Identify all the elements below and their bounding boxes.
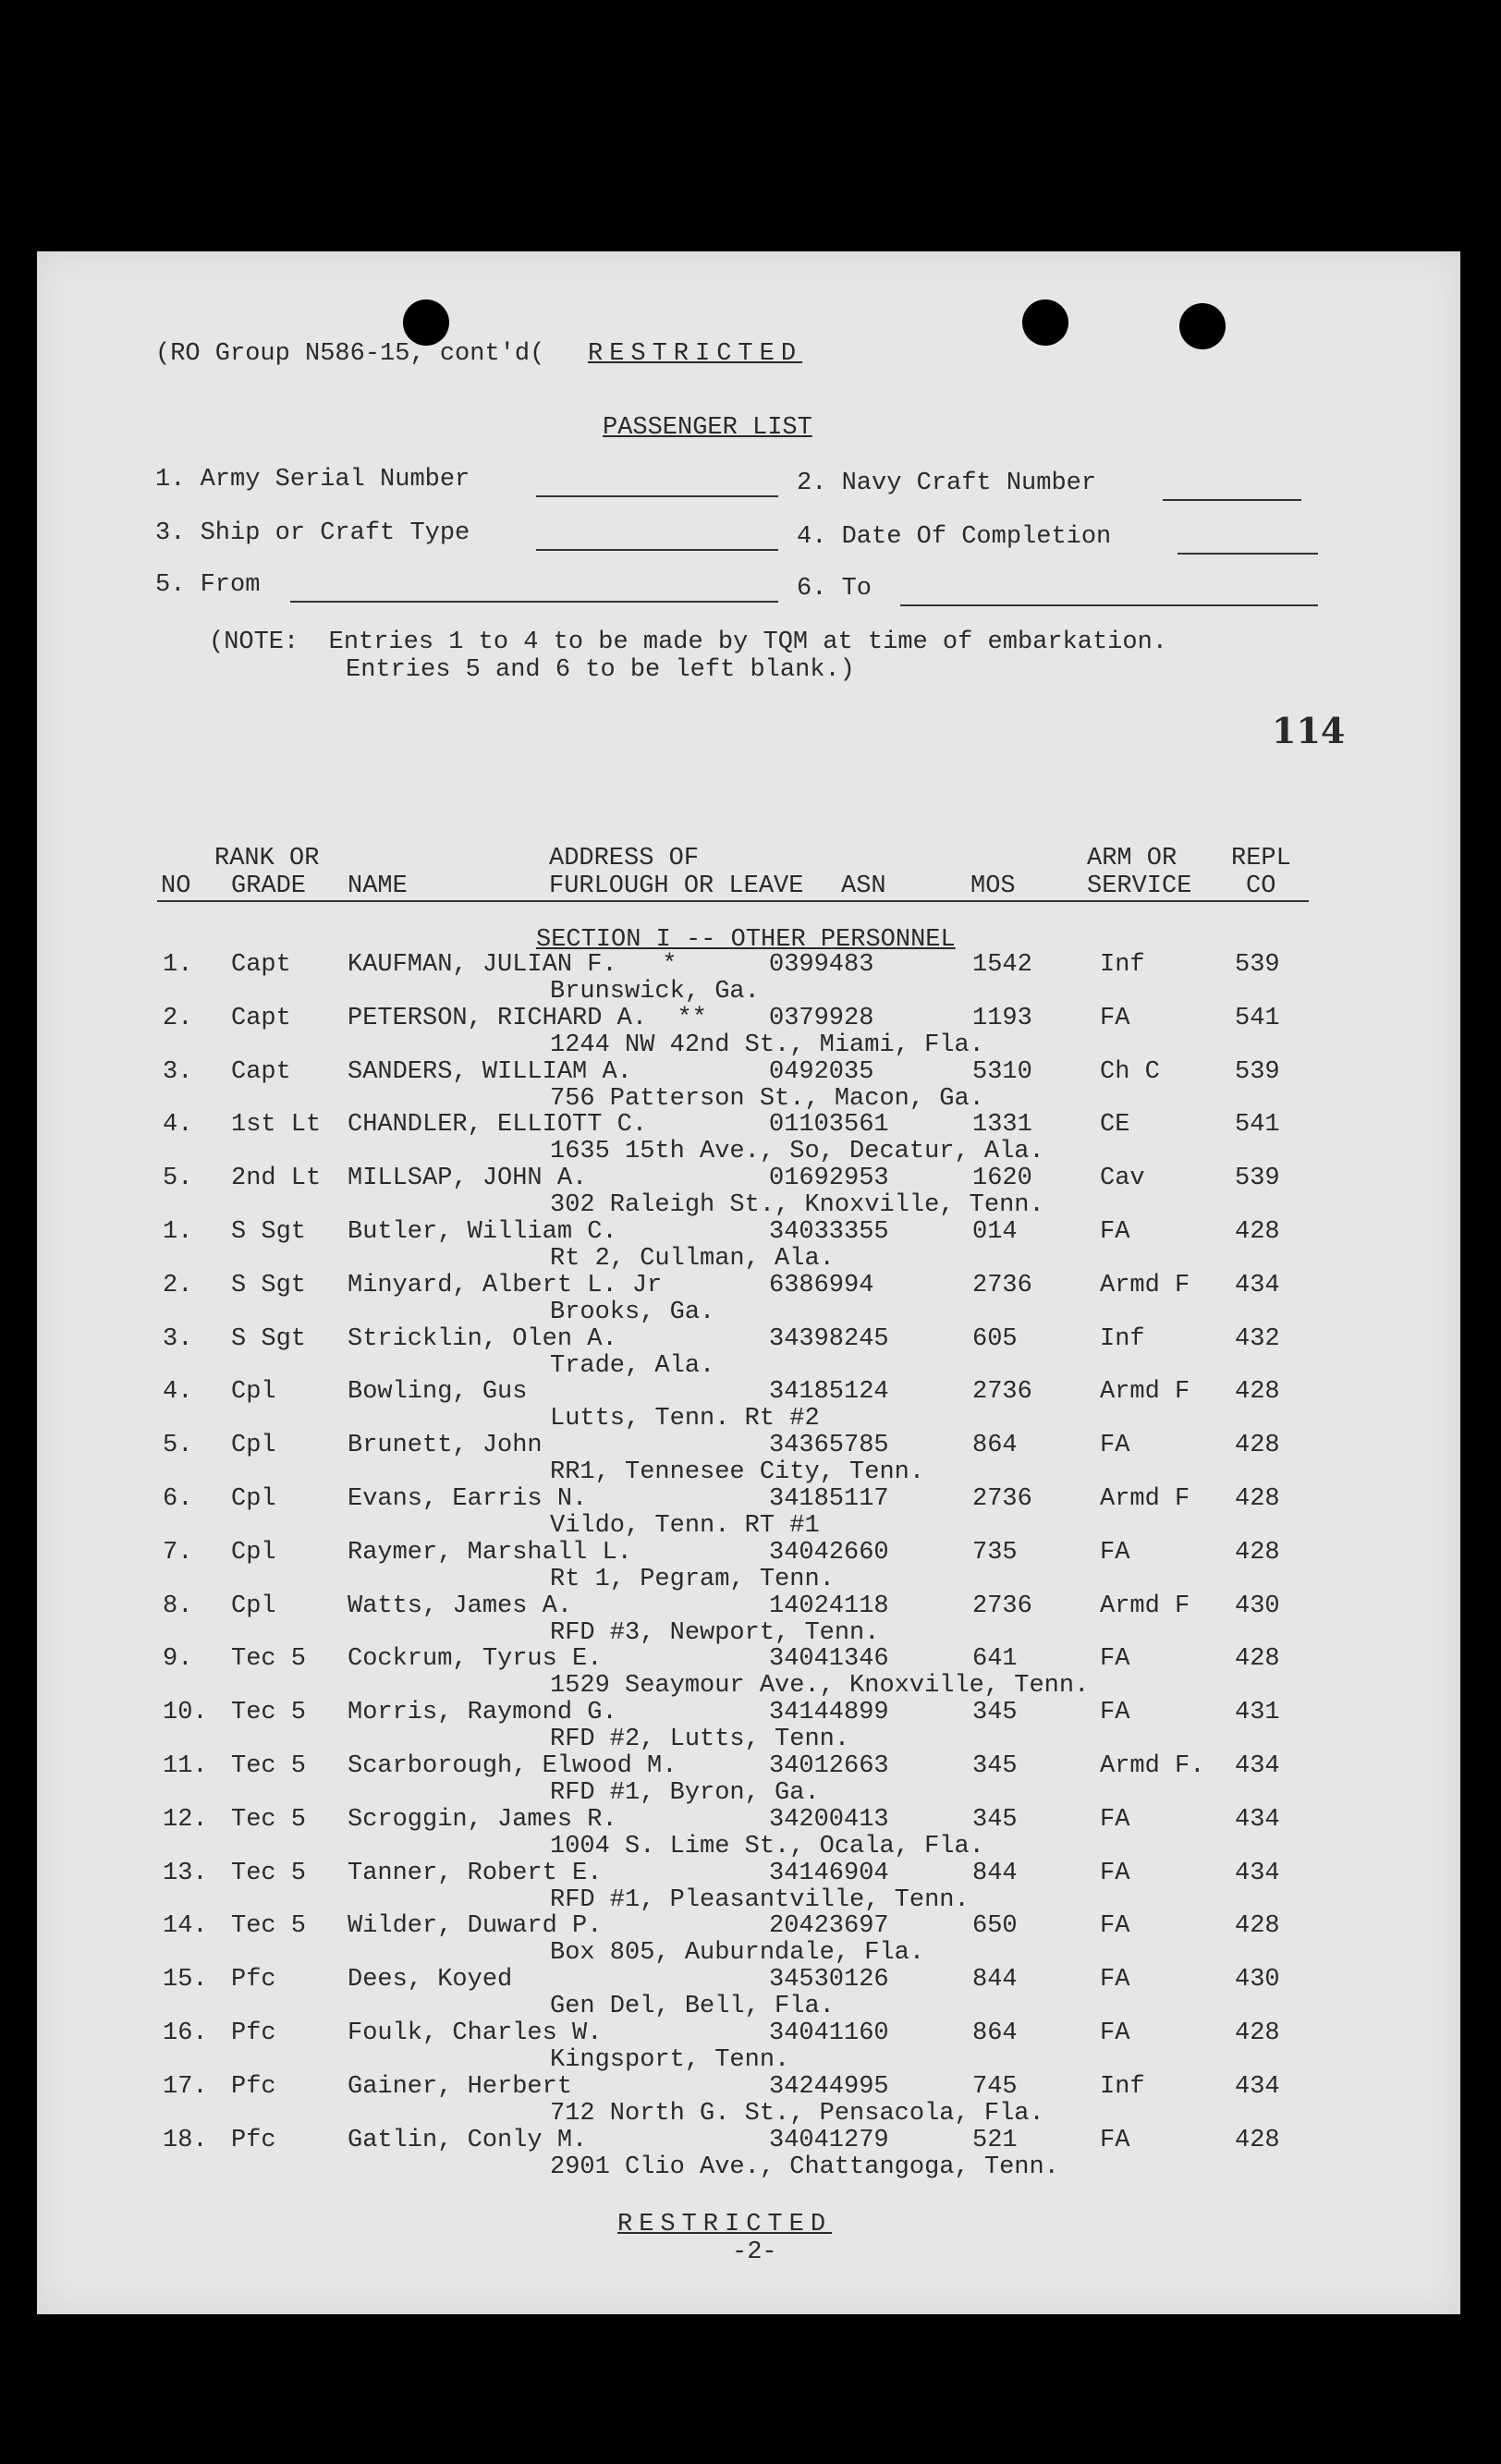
row-mos: 2736	[972, 1378, 1032, 1407]
row-number: 5.	[163, 1432, 193, 1460]
row-address: 1244 NW 42nd St., Miami, Fla.	[550, 1031, 984, 1059]
row-address: Rt 1, Pegram, Tenn.	[550, 1565, 835, 1593]
row-mos: 844	[972, 1859, 1018, 1887]
table-row	[37, 1326, 1460, 1380]
row-number: 14.	[163, 1912, 208, 1941]
row-name: MILLSAP, JOHN A.	[348, 1165, 588, 1193]
row-repl: 430	[1235, 1592, 1280, 1620]
row-grade: Tec 5	[231, 1912, 307, 1941]
page-number: 114	[1272, 710, 1346, 751]
row-mos: 745	[972, 2072, 1018, 2101]
row-name: Tanner, Robert E.	[348, 1859, 603, 1887]
table-row	[37, 2020, 1460, 2074]
row-mos: 1331	[972, 1111, 1032, 1140]
row-name: Cockrum, Tyrus E.	[348, 1645, 603, 1674]
row-grade: Cpl	[231, 1432, 276, 1460]
row-repl: 428	[1235, 1378, 1280, 1407]
row-asn: 34033355	[769, 1218, 889, 1246]
field-label-army-serial: 1. Army Serial Number	[155, 466, 470, 494]
table-row	[37, 1753, 1460, 1807]
row-asn: 34244995	[769, 2072, 889, 2101]
row-address: RFD #1, Pleasantville, Tenn.	[550, 1885, 970, 1914]
row-arm: FA	[1100, 1432, 1130, 1460]
table-row	[37, 2074, 1460, 2128]
row-number: 3.	[163, 1324, 193, 1353]
row-name: PETERSON, RICHARD A. **	[348, 1004, 707, 1032]
col-mos: MOS	[970, 872, 1016, 900]
table-row	[37, 1860, 1460, 1914]
row-mos: 345	[972, 1752, 1018, 1780]
row-grade: Pfc	[231, 2019, 276, 2047]
row-number: 1.	[163, 1218, 193, 1246]
field-label-to: 6. To	[797, 575, 873, 603]
row-repl: 434	[1235, 1271, 1280, 1299]
row-number: 3.	[163, 1057, 193, 1086]
row-address: 756 Patterson St., Macon, Ga.	[550, 1084, 984, 1113]
row-arm: Inf	[1100, 2072, 1145, 2101]
row-mos: 864	[972, 1432, 1018, 1460]
personnel-list	[37, 251, 1460, 2314]
row-grade: Capt	[231, 1004, 291, 1032]
row-asn: 34365785	[769, 1432, 889, 1460]
note-line-2: Entries 5 and 6 to be left blank.)	[346, 656, 855, 684]
col-name: NAME	[348, 872, 408, 900]
row-repl: 539	[1235, 1165, 1280, 1193]
table-row	[37, 1646, 1460, 1700]
row-address: RFD #1, Byron, Ga.	[550, 1779, 820, 1807]
doc-title: PASSENGER LIST	[603, 414, 812, 442]
row-name: Butler, William C.	[348, 1218, 617, 1246]
row-asn: 34041279	[769, 2126, 889, 2154]
row-mos: 1542	[972, 951, 1032, 979]
col-rank-1: RANK OR	[214, 845, 320, 872]
row-asn: 0379928	[769, 1004, 874, 1032]
row-asn: 34146904	[769, 1859, 889, 1887]
row-number: 5.	[163, 1165, 193, 1193]
row-grade: Tec 5	[231, 1805, 307, 1834]
document-page	[37, 251, 1460, 2314]
row-address: Kingsport, Tenn.	[550, 2046, 790, 2074]
row-arm: Inf	[1100, 1324, 1145, 1353]
row-number: 18.	[163, 2126, 208, 2154]
restricted-top: RESTRICTED	[588, 340, 803, 368]
col-addr-1: ADDRESS OF	[549, 845, 700, 872]
row-asn: 01692953	[769, 1165, 889, 1193]
table-row	[37, 1807, 1460, 1860]
col-repl-1: REPL	[1231, 845, 1291, 872]
row-asn: 0492035	[769, 1057, 874, 1086]
row-repl: 434	[1235, 1859, 1280, 1887]
row-repl: 428	[1235, 1218, 1280, 1246]
row-mos: 2736	[972, 1485, 1032, 1513]
row-name: Gatlin, Conly M.	[348, 2126, 588, 2154]
row-grade: 1st Lt	[231, 1111, 322, 1140]
row-grade: Pfc	[231, 2072, 276, 2101]
row-arm: FA	[1100, 1004, 1130, 1032]
row-grade: Tec 5	[231, 1859, 307, 1887]
row-name: Dees, Koyed	[348, 1966, 513, 1994]
row-arm: Armd F	[1100, 1271, 1190, 1299]
row-arm: FA	[1100, 2019, 1130, 2047]
row-asn: 34042660	[769, 1538, 889, 1567]
row-repl: 541	[1235, 1004, 1280, 1032]
row-number: 17.	[163, 2072, 208, 2101]
col-no: NO	[161, 872, 191, 900]
table-row	[37, 1006, 1460, 1059]
table-row	[37, 1700, 1460, 1753]
row-number: 15.	[163, 1966, 208, 1994]
row-grade: S Sgt	[231, 1324, 307, 1353]
note-line-1: (NOTE: Entries 1 to 4 to be made by TQM at time of embarkation.	[209, 628, 1167, 656]
row-asn: 0399483	[769, 951, 874, 979]
row-number: 6.	[163, 1485, 193, 1513]
row-name: SANDERS, WILLIAM A.	[348, 1057, 632, 1086]
row-grade: Tec 5	[231, 1699, 307, 1727]
table-row	[37, 1059, 1460, 1113]
row-number: 9.	[163, 1645, 193, 1674]
table-row	[37, 1913, 1460, 1967]
row-asn: 14024118	[769, 1592, 889, 1620]
row-repl: 428	[1235, 1645, 1280, 1674]
row-name: Evans, Earris N.	[348, 1485, 588, 1513]
row-arm: Armd F	[1100, 1378, 1190, 1407]
row-address: Brunswick, Ga.	[550, 978, 760, 1006]
table-row	[37, 1273, 1460, 1326]
row-asn: 20423697	[769, 1912, 889, 1941]
row-name: Stricklin, Olen A.	[348, 1324, 617, 1353]
row-number: 7.	[163, 1538, 193, 1567]
row-repl: 541	[1235, 1111, 1280, 1140]
row-asn: 34012663	[769, 1752, 889, 1780]
row-arm: Inf	[1100, 951, 1145, 979]
row-arm: Ch C	[1100, 1057, 1160, 1086]
row-asn: 34041160	[769, 2019, 889, 2047]
row-address: Rt 2, Cullman, Ala.	[550, 1245, 835, 1273]
row-mos: 345	[972, 1699, 1018, 1727]
row-grade: Tec 5	[231, 1752, 307, 1780]
row-name: Raymer, Marshall L.	[348, 1538, 632, 1567]
table-row	[37, 1593, 1460, 1647]
field-label-ship-type: 3. Ship or Craft Type	[155, 519, 470, 547]
row-address: RR1, Tennesee City, Tenn.	[550, 1458, 925, 1487]
col-repl-2: CO	[1246, 872, 1276, 900]
group-heading: (RO Group N586-15, cont'd(	[155, 340, 545, 368]
row-address: Lutts, Tenn. Rt #2	[550, 1405, 820, 1433]
row-grade: S Sgt	[231, 1271, 307, 1299]
row-address: Box 805, Auburndale, Fla.	[550, 1939, 925, 1968]
row-name: Brunett, John	[348, 1432, 543, 1460]
row-mos: 1620	[972, 1165, 1032, 1193]
row-name: KAUFMAN, JULIAN F. *	[348, 951, 677, 979]
row-name: Scroggin, James R.	[348, 1805, 617, 1834]
row-repl: 432	[1235, 1324, 1280, 1353]
row-mos: 521	[972, 2126, 1018, 2154]
row-number: 13.	[163, 1859, 208, 1887]
row-grade: Cpl	[231, 1592, 276, 1620]
row-arm: Cav	[1100, 1165, 1145, 1193]
row-number: 4.	[163, 1111, 193, 1140]
row-repl: 434	[1235, 1805, 1280, 1834]
restricted-bottom: RESTRICTED	[617, 2211, 833, 2238]
row-asn: 6386994	[769, 1271, 874, 1299]
col-addr-2: FURLOUGH OR LEAVE	[549, 872, 804, 900]
row-asn: 34530126	[769, 1966, 889, 1994]
row-asn: 34398245	[769, 1324, 889, 1353]
row-number: 4.	[163, 1378, 193, 1407]
row-name: Minyard, Albert L. Jr	[348, 1271, 663, 1299]
row-mos: 864	[972, 2019, 1018, 2047]
row-mos: 641	[972, 1645, 1018, 1674]
field-label-date-completion: 4. Date Of Completion	[797, 523, 1112, 551]
table-row	[37, 1486, 1460, 1540]
row-repl: 428	[1235, 2126, 1280, 2154]
row-arm: FA	[1100, 1912, 1130, 1941]
table-row	[37, 1967, 1460, 2020]
row-arm: FA	[1100, 1645, 1130, 1674]
row-number: 2.	[163, 1271, 193, 1299]
row-address: Trade, Ala.	[550, 1351, 715, 1380]
row-mos: 650	[972, 1912, 1018, 1941]
row-arm: FA	[1100, 1966, 1130, 1994]
table-row	[37, 1112, 1460, 1165]
row-arm: Armd F	[1100, 1592, 1190, 1620]
row-mos: 735	[972, 1538, 1018, 1567]
row-arm: FA	[1100, 1859, 1130, 1887]
row-address: 1004 S. Lime St., Ocala, Fla.	[550, 1832, 984, 1860]
row-asn: 34144899	[769, 1699, 889, 1727]
table-row	[37, 2128, 1460, 2181]
row-mos: 345	[972, 1805, 1018, 1834]
row-repl: 539	[1235, 1057, 1280, 1086]
table-row	[37, 1219, 1460, 1273]
col-arm-1: ARM OR	[1087, 845, 1178, 872]
col-grade: GRADE	[231, 872, 307, 900]
col-arm-2: SERVICE	[1087, 872, 1192, 900]
row-repl: 428	[1235, 1912, 1280, 1941]
row-mos: 5310	[972, 1057, 1032, 1086]
row-number: 10.	[163, 1699, 208, 1727]
row-grade: S Sgt	[231, 1218, 307, 1246]
row-repl: 434	[1235, 2072, 1280, 2101]
row-address: Vildo, Tenn. RT #1	[550, 1512, 820, 1540]
field-label-navy-craft: 2. Navy Craft Number	[797, 470, 1097, 497]
row-grade: Cpl	[231, 1378, 276, 1407]
row-arm: FA	[1100, 1538, 1130, 1567]
row-address: 1529 Seaymour Ave., Knoxville, Tenn.	[550, 1672, 1090, 1701]
row-number: 1.	[163, 951, 193, 979]
row-arm: FA	[1100, 1218, 1130, 1246]
row-repl: 428	[1235, 1432, 1280, 1460]
row-grade: Pfc	[231, 2126, 276, 2154]
row-mos: 2736	[972, 1592, 1032, 1620]
row-mos: 605	[972, 1324, 1018, 1353]
row-name: Watts, James A.	[348, 1592, 573, 1620]
row-name: Wilder, Duward P.	[348, 1912, 603, 1941]
row-grade: Cpl	[231, 1538, 276, 1567]
row-grade: Pfc	[231, 1966, 276, 1994]
row-grade: Tec 5	[231, 1645, 307, 1674]
row-repl: 539	[1235, 951, 1280, 979]
row-name: Scarborough, Elwood M.	[348, 1752, 677, 1780]
row-asn: 01103561	[769, 1111, 889, 1140]
row-number: 11.	[163, 1752, 208, 1780]
row-mos: 2736	[972, 1271, 1032, 1299]
row-grade: Capt	[231, 1057, 291, 1086]
row-number: 2.	[163, 1004, 193, 1032]
table-row	[37, 1540, 1460, 1593]
row-address: 302 Raleigh St., Knoxville, Tenn.	[550, 1191, 1044, 1220]
row-asn: 34041346	[769, 1645, 889, 1674]
row-repl: 431	[1235, 1699, 1280, 1727]
field-label-from: 5. From	[155, 571, 261, 599]
row-number: 12.	[163, 1805, 208, 1834]
row-address: RFD #3, Newport, Tenn.	[550, 1618, 880, 1647]
row-grade: 2nd Lt	[231, 1165, 322, 1193]
row-asn: 34185124	[769, 1378, 889, 1407]
row-repl: 434	[1235, 1752, 1280, 1780]
row-address: Brooks, Ga.	[550, 1298, 715, 1326]
row-name: Gainer, Herbert	[348, 2072, 573, 2101]
row-address: 1635 15th Ave., So, Decatur, Ala.	[550, 1138, 1044, 1166]
row-mos: 1193	[972, 1004, 1032, 1032]
row-arm: Armd F	[1100, 1485, 1190, 1513]
row-asn: 34185117	[769, 1485, 889, 1513]
row-address: RFD #2, Lutts, Tenn.	[550, 1726, 850, 1754]
row-name: Morris, Raymond G.	[348, 1699, 617, 1727]
row-number: 8.	[163, 1592, 193, 1620]
row-grade: Capt	[231, 951, 291, 979]
table-row	[37, 1433, 1460, 1486]
row-arm: Armd F.	[1100, 1752, 1205, 1780]
row-name: Bowling, Gus	[348, 1378, 528, 1407]
row-repl: 430	[1235, 1966, 1280, 1994]
row-name: Foulk, Charles W.	[348, 2019, 603, 2047]
row-address: 712 North G. St., Pensacola, Fla.	[550, 2099, 1044, 2128]
table-row	[37, 1165, 1460, 1219]
table-row	[37, 1379, 1460, 1433]
row-arm: CE	[1100, 1111, 1130, 1140]
row-address: Gen Del, Bell, Fla.	[550, 1993, 835, 2021]
col-asn: ASN	[841, 872, 886, 900]
footer-page: -2-	[732, 2238, 777, 2266]
row-repl: 428	[1235, 2019, 1280, 2047]
section-title: SECTION I -- OTHER PERSONNEL	[536, 926, 956, 954]
row-address: 2901 Clio Ave., Chattangoga, Tenn.	[550, 2153, 1059, 2181]
row-name: CHANDLER, ELLIOTT C.	[348, 1111, 648, 1140]
row-arm: FA	[1100, 1699, 1130, 1727]
row-arm: FA	[1100, 1805, 1130, 1834]
row-arm: FA	[1100, 2126, 1130, 2154]
table-row	[37, 952, 1460, 1006]
row-mos: 014	[972, 1218, 1018, 1246]
row-mos: 844	[972, 1966, 1018, 1994]
row-asn: 34200413	[769, 1805, 889, 1834]
row-repl: 428	[1235, 1485, 1280, 1513]
row-repl: 428	[1235, 1538, 1280, 1567]
row-grade: Cpl	[231, 1485, 276, 1513]
row-number: 16.	[163, 2019, 208, 2047]
